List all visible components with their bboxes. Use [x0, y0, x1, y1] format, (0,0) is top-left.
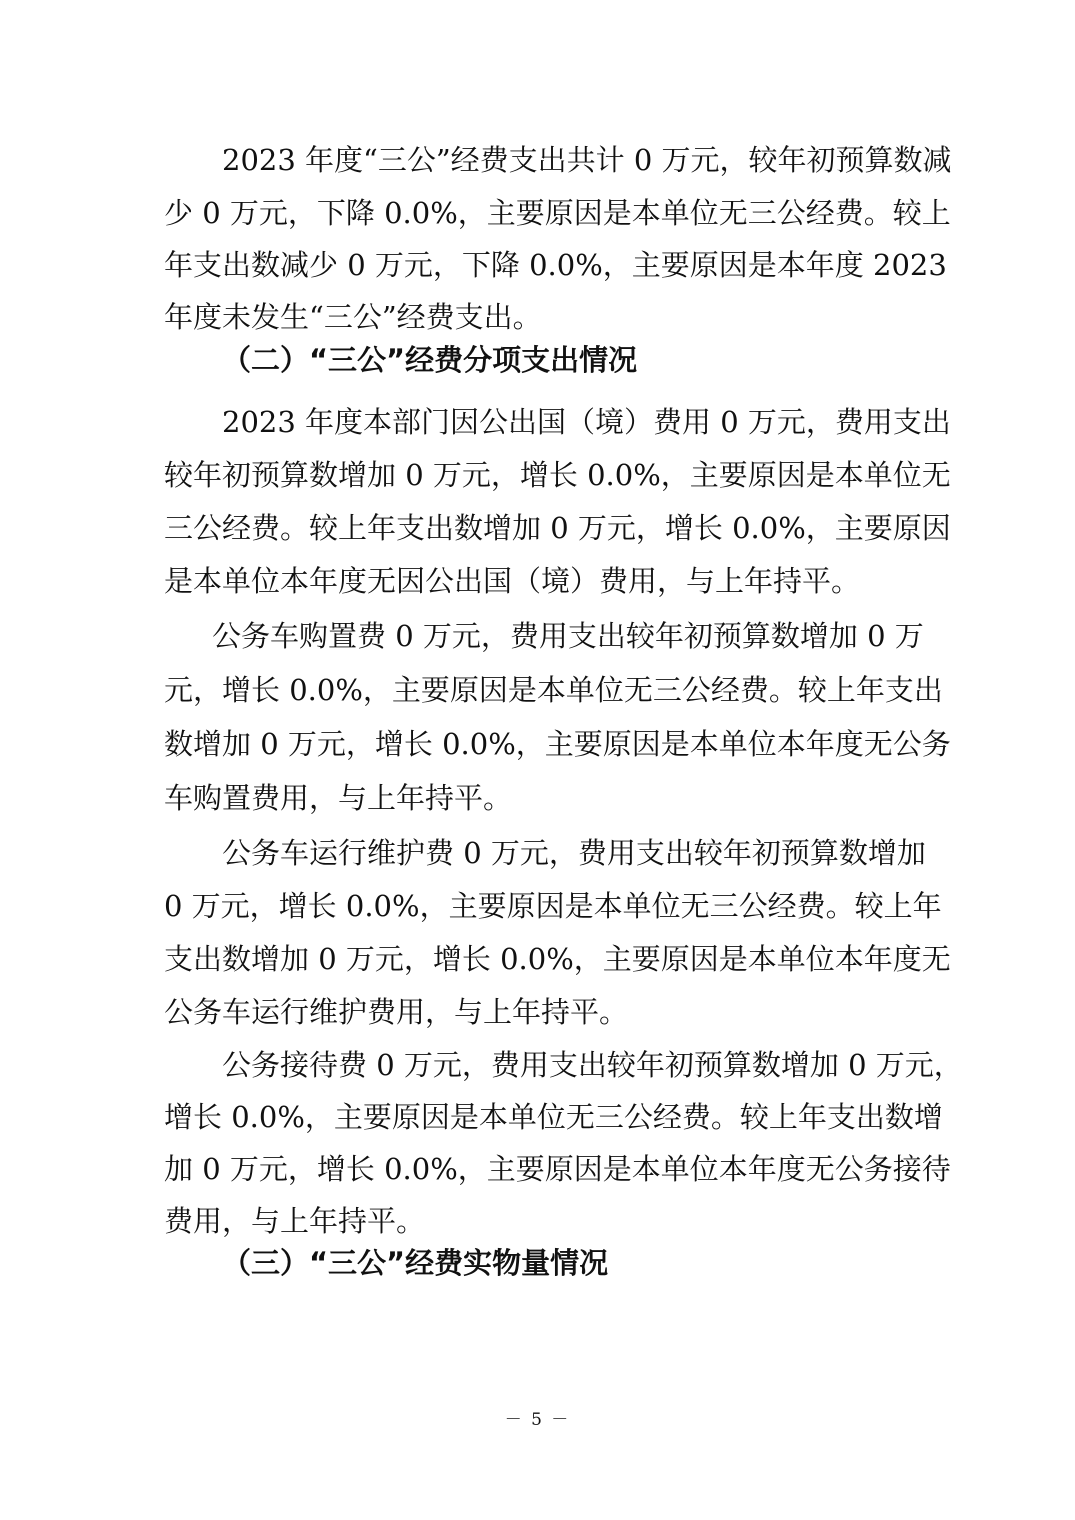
- paragraph1-line-4: 年度未发生“三公”经费支出。: [164, 300, 542, 334]
- paragraph4-line-2: 0 万元，增长 0.0%，主要原因是本单位无三公经费。较上年: [164, 889, 942, 923]
- paragraph1-line-1: 2023 年度“三公”经费支出共计 0 万元，较年初预算数减: [222, 143, 952, 177]
- paragraph1-line-3: 年支出数减少 0 万元，下降 0.0%，主要原因是本年度 2023: [164, 248, 947, 282]
- paragraph3-line-3: 数增加 0 万元，增长 0.0%，主要原因是本单位本年度无公务: [164, 727, 951, 761]
- paragraph5-line-4: 费用，与上年持平。: [164, 1204, 426, 1238]
- paragraph3-line-1: 公务车购置费 0 万元，费用支出较年初预算数增加 0 万: [212, 619, 924, 653]
- paragraph2-line-2: 较年初预算数增加 0 万元，增长 0.0%，主要原因是本单位无: [164, 458, 951, 492]
- paragraph4-line-1: 公务车运行维护费 0 万元，费用支出较年初预算数增加: [222, 836, 926, 870]
- paragraph4-line-3: 支出数增加 0 万元，增长 0.0%，主要原因是本单位本年度无: [164, 942, 951, 976]
- paragraph2-line-1: 2023 年度本部门因公出国（境）费用 0 万元，费用支出: [222, 405, 951, 439]
- section-heading-3: （三）“三公”经费实物量情况: [222, 1246, 609, 1280]
- page-number: － 5 －: [504, 1410, 571, 1430]
- paragraph3-line-4: 车购置费用，与上年持平。: [164, 781, 513, 815]
- paragraph5-line-2: 增长 0.0%，主要原因是本单位无三公经费。较上年支出数增: [164, 1100, 943, 1134]
- section-heading-2: （二）“三公”经费分项支出情况: [222, 343, 638, 377]
- paragraph5-line-3: 加 0 万元，增长 0.0%，主要原因是本单位本年度无公务接待: [164, 1152, 951, 1186]
- paragraph5-line-1: 公务接待费 0 万元，费用支出较年初预算数增加 0 万元，: [222, 1048, 963, 1082]
- paragraph4-line-4: 公务车运行维护费用，与上年持平。: [164, 995, 629, 1029]
- paragraph1-line-2: 少 0 万元，下降 0.0%，主要原因是本单位无三公经费。较上: [164, 196, 951, 230]
- paragraph2-line-3: 三公经费。较上年支出数增加 0 万元，增长 0.0%，主要原因: [164, 511, 951, 545]
- paragraph2-line-4: 是本单位本年度无因公出国（境）费用，与上年持平。: [164, 564, 861, 598]
- paragraph3-line-2: 元，增长 0.0%，主要原因是本单位无三公经费。较上年支出: [164, 673, 943, 707]
